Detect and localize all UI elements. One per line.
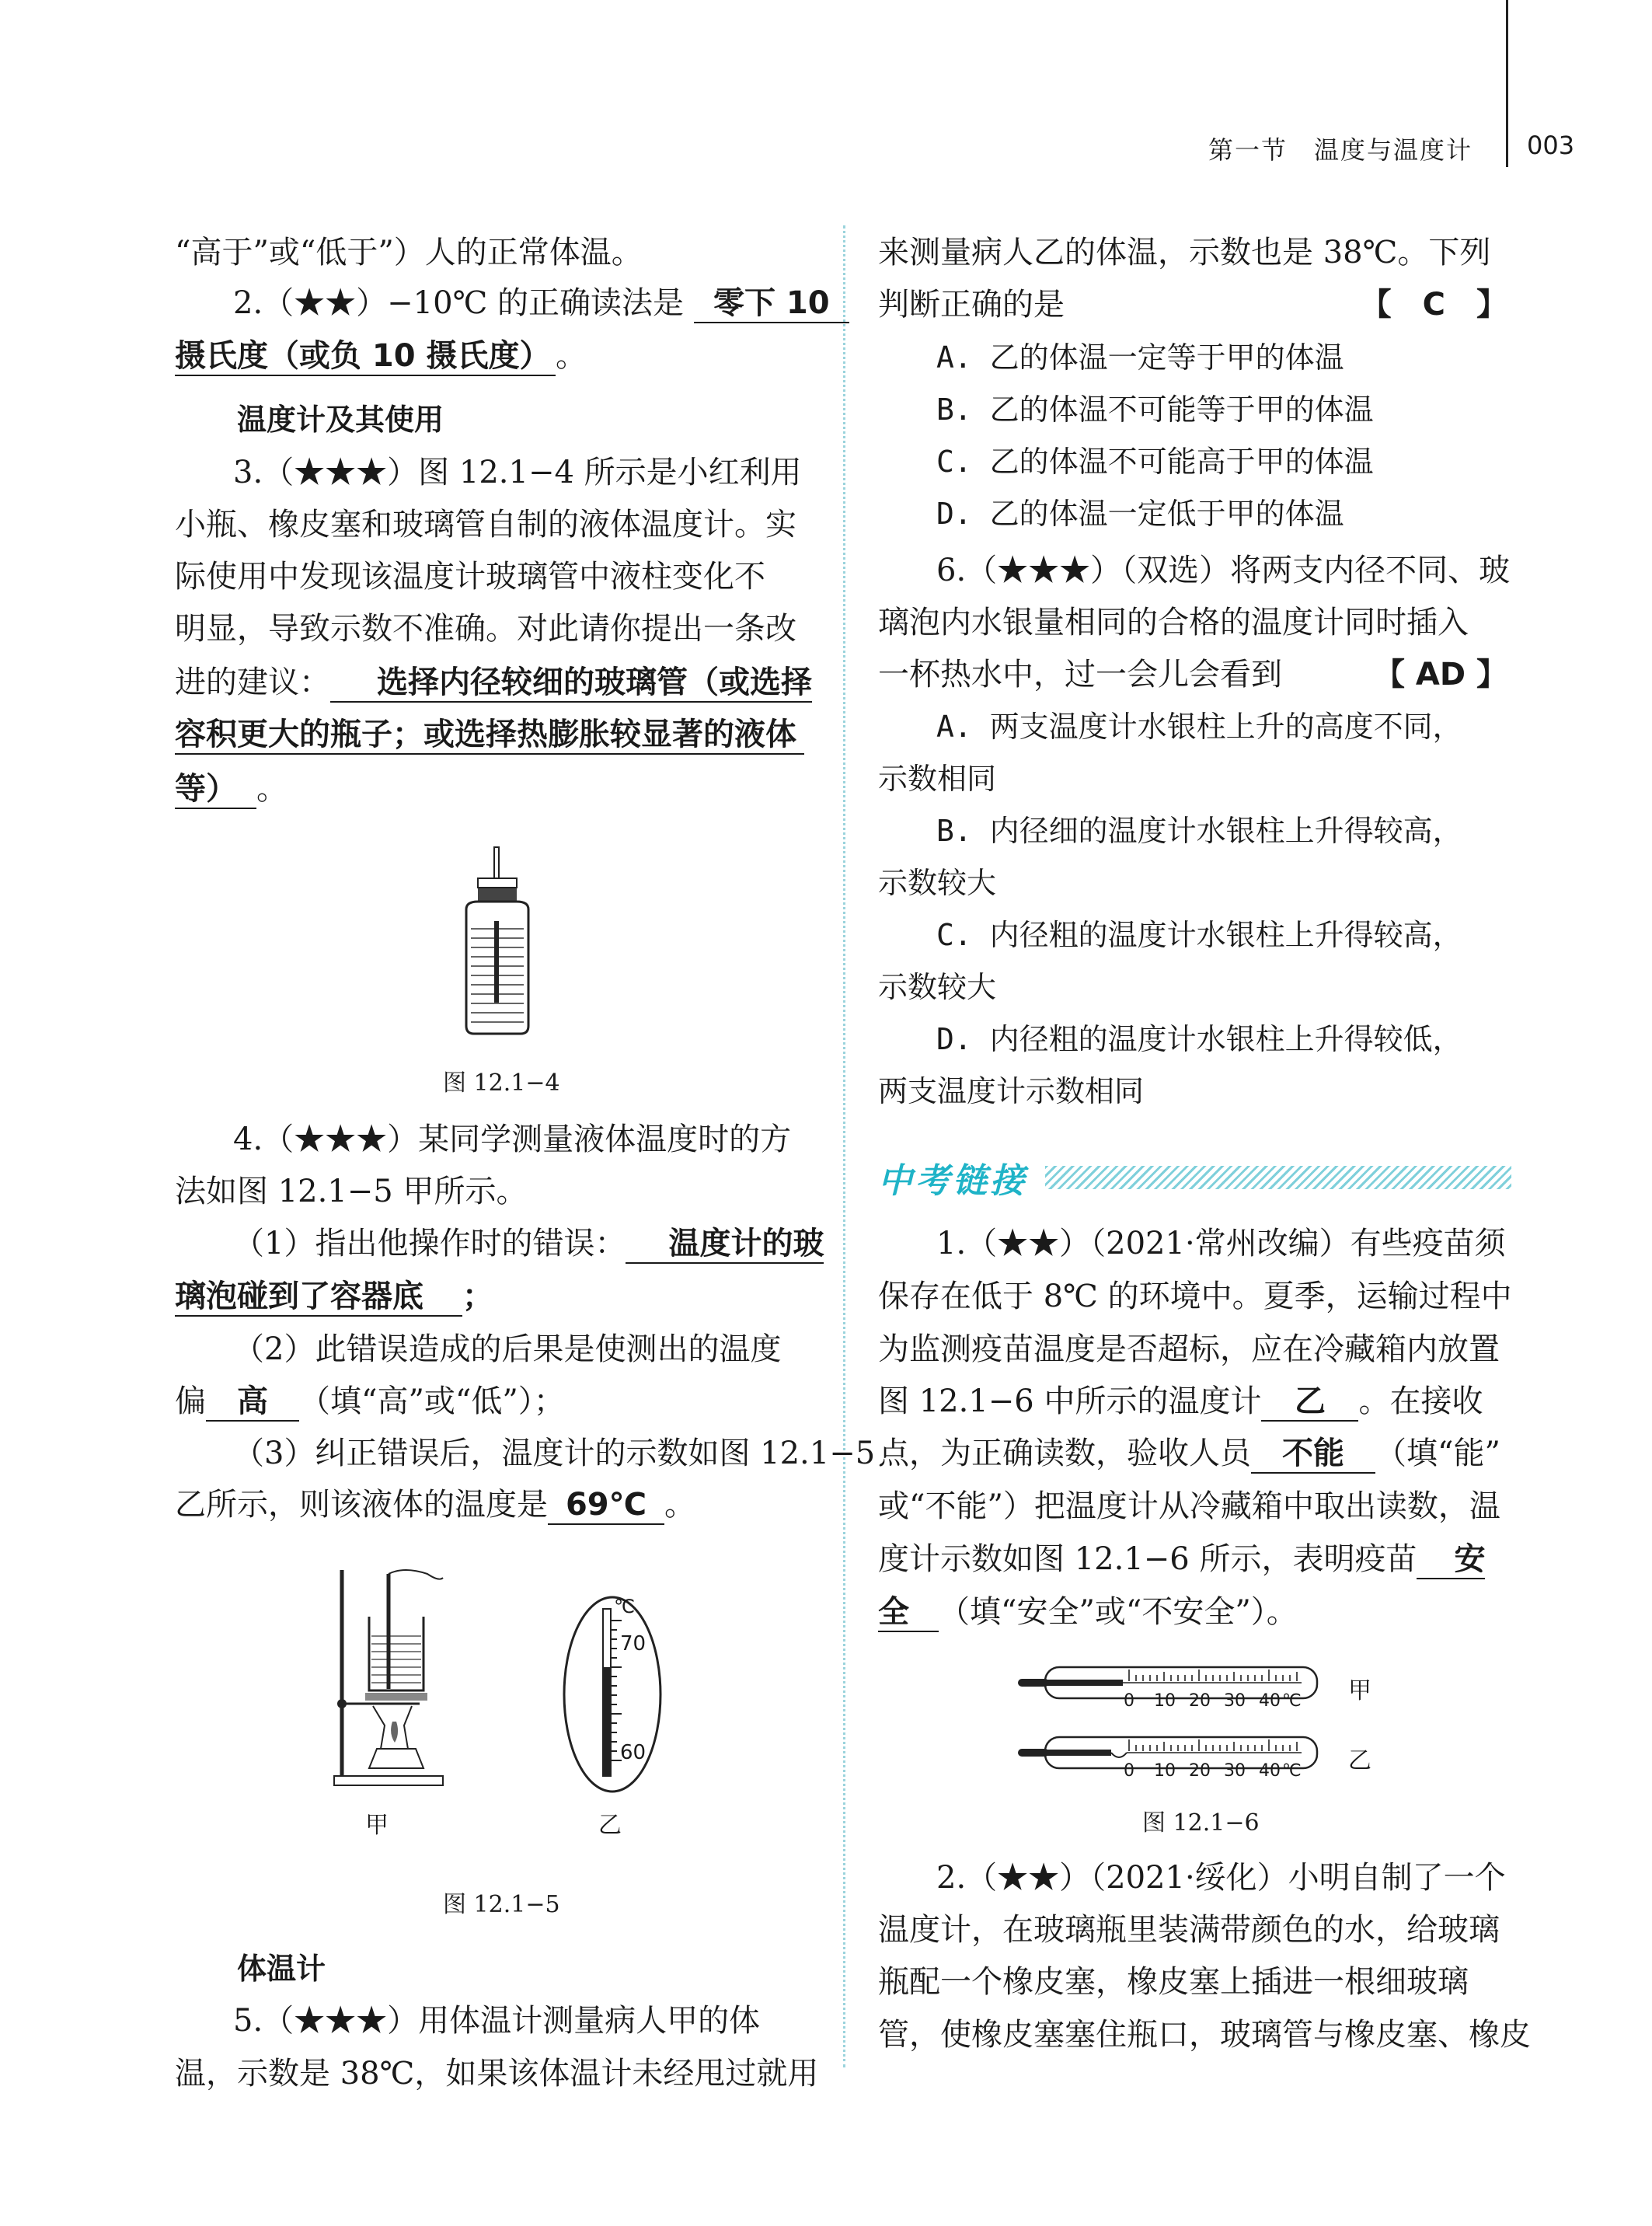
z2-line-2: 温度计，在玻璃瓶里装满带颜色的水，给玻璃: [878, 1912, 1500, 1948]
q3-line-7: [175, 767, 288, 811]
q6-option-c-line-1: C. 内径粗的温度计水银柱上升得较高，: [936, 918, 1462, 952]
z1-answer-2: 不能: [1251, 1435, 1375, 1474]
q6-option-a-line-1: A. 两支温度计水银柱上升的高度不同，: [936, 710, 1462, 744]
heading-thermometer-use: 温度计及其使用: [237, 403, 444, 437]
fig6-yi-tick-0: 0: [1124, 1761, 1134, 1781]
z1-line-4: [878, 1380, 1483, 1423]
q6-option-a-line-2: 示数相同: [878, 762, 997, 796]
q2-answer-2: 摄氏度（或负 10 摄氏度）: [175, 337, 556, 376]
q5-line-4: [878, 283, 1507, 326]
fig6-label-yi: 乙: [1348, 1747, 1371, 1774]
figure-12-1-5-unit: ℃: [614, 1596, 635, 1617]
q2-end: 。: [556, 338, 587, 374]
q4-part3-line-2: [175, 1483, 695, 1526]
z1-line-3: 为监测疫苗温度是否超标，应在冷藏箱内放置: [878, 1331, 1500, 1367]
z1-line-2: 保存在低于 8℃ 的环境中。夏季，运输过程中: [878, 1279, 1512, 1314]
q4-line-2: 法如图 12.1−5 甲所示。: [175, 1174, 528, 1209]
q6-option-d-line-1: D. 内径粗的温度计水银柱上升得较低，: [936, 1022, 1462, 1056]
column-divider: [843, 225, 847, 2067]
q3-line-1: 3.（★★★）图 12.1−4 所示是小红利用: [233, 455, 802, 490]
q6-line-1: 6.（★★★）（双选）将两支内径不同、玻: [936, 553, 1511, 588]
q5-stem-end: 判断正确的是: [878, 287, 1065, 323]
figure-12-1-4-caption: 图 12.1−4: [443, 1069, 560, 1097]
q4-part3-end: 。: [664, 1487, 695, 1523]
z2-line-4: 管，使橡皮塞塞住瓶口，玻璃管与橡皮塞、橡皮: [878, 2017, 1531, 2053]
q5-line-1: 5.（★★★）用体温计测量病人甲的体: [233, 2003, 761, 2039]
fig6-jia-tick-20: 20: [1189, 1691, 1211, 1711]
q3-answer-2: 容积更大的瓶子；或选择热膨胀较显著的液体: [175, 716, 804, 755]
z1-answer-3a: 安: [1417, 1540, 1485, 1579]
fig6-yi-tick-40: 40: [1259, 1761, 1281, 1781]
z1-line-5: [878, 1432, 1500, 1475]
q4-part1-prompt: （1）指出他操作时的错误：: [233, 1226, 626, 1261]
q2-answer-1: 零下 10: [694, 284, 849, 323]
q5-option-c: C. 乙的体温不可能高于甲的体温: [936, 445, 1374, 479]
figure-12-1-5-caption: 图 12.1−5: [443, 1891, 560, 1918]
z1-text-after-1: 。在接收: [1358, 1383, 1483, 1419]
q3-line-5: [175, 661, 812, 704]
q5-option-d: D. 乙的体温一定低于甲的体温: [936, 497, 1344, 531]
q3-line-4: 明显，导致示数不准确。对此请你提出一条改: [175, 611, 796, 647]
fig6-yi-tick-10: 10: [1154, 1761, 1176, 1781]
z1-line-1: 1.（★★）（2021·常州改编）有些疫苗须: [936, 1226, 1506, 1261]
q4-part1-end: ；: [462, 1278, 493, 1314]
header-vertical-rule: [1506, 0, 1508, 167]
q3-end: 。: [256, 771, 288, 807]
fig6-jia-tick-0: 0: [1124, 1691, 1134, 1711]
q4-part3-answer: 69℃: [548, 1486, 664, 1525]
q4-part1-line-2: [175, 1275, 493, 1318]
z1-answer-3b: 全: [878, 1593, 939, 1632]
q4-part2-prompt: 偏: [175, 1383, 206, 1419]
section-banner: [874, 1149, 1511, 1203]
running-header: 第一节 温度与温度计: [1208, 135, 1473, 165]
fig6-yi-unit: ℃: [1282, 1761, 1302, 1781]
q3-prompt: 进的建议：: [175, 665, 330, 700]
fig6-yi-tick-20: 20: [1189, 1761, 1211, 1781]
z1-prompt-3: 度计示数如图 12.1−6 所示，表明疫苗: [878, 1541, 1417, 1577]
fig6-jia-tick-10: 10: [1154, 1691, 1176, 1711]
q3-line-6: [175, 713, 804, 756]
z2-line-3: 瓶配一个橡皮塞，橡皮塞上插进一根细玻璃: [878, 1964, 1469, 2000]
z1-answer-1: 乙: [1261, 1383, 1358, 1422]
page-number: 003: [1527, 131, 1575, 160]
q6-line-3: [878, 653, 1507, 696]
q4-part1-answer-1: 温度计的玻: [626, 1225, 824, 1264]
figure-12-1-4: [443, 843, 552, 1038]
figure-12-1-6-caption: 图 12.1−6: [1142, 1809, 1260, 1837]
q4-part2-answer: 高: [206, 1383, 299, 1422]
q4-part2-line-1: （2）此错误造成的后果是使测出的温度: [233, 1331, 782, 1367]
q2-line-1: [233, 281, 849, 325]
q6-option-b-line-1: B. 内径细的温度计水银柱上升得较高，: [936, 814, 1462, 848]
q5-option-a: A. 乙的体温一定等于甲的体温: [936, 340, 1344, 375]
q4-part1-answer-2: 璃泡碰到了容器底: [175, 1278, 462, 1317]
q2-line-2: [175, 334, 587, 378]
figure-12-1-5-tick-60: 60: [620, 1741, 647, 1764]
q5-option-b: B. 乙的体温不可能等于甲的体温: [936, 393, 1374, 427]
q4-part3-prompt: 乙所示，则该液体的温度是: [175, 1487, 548, 1523]
fig6-jia-unit: ℃: [1282, 1691, 1302, 1711]
fig6-jia-tick-40: 40: [1259, 1691, 1281, 1711]
section-banner-title: 中考链接: [878, 1161, 1027, 1201]
z1-line-7: [878, 1537, 1485, 1581]
figure-12-1-5-label-yi: 乙: [598, 1812, 622, 1839]
figure-12-1-5-label-jia: 甲: [365, 1812, 389, 1839]
fig6-yi-tick-30: 30: [1224, 1761, 1246, 1781]
q5-line-3: 来测量病人乙的体温，示数也是 38℃。下列: [878, 235, 1491, 270]
figure-12-1-5-jia: [311, 1562, 466, 1795]
q4-line-1: 4.（★★★）某同学测量液体温度时的方: [233, 1122, 792, 1157]
q6-option-b-line-2: 示数较大: [878, 866, 997, 900]
z1-prompt-2: 点，为正确读数，验收人员: [878, 1436, 1251, 1471]
z1-text-after-3: （填“安全”或“不安全”）。: [939, 1594, 1298, 1630]
z1-line-6: 或“不能”）把温度计从冷藏箱中取出读数，温: [878, 1488, 1500, 1524]
z1-prompt-1: 图 12.1−6 中所示的温度计: [878, 1383, 1262, 1419]
q3-line-2: 小瓶、橡皮塞和玻璃管自制的液体温度计。实: [175, 507, 796, 543]
heading-clinical-thermometer: 体温计: [237, 1952, 326, 1986]
z1-text-after-2: （填“能”: [1375, 1436, 1500, 1471]
q6-answer: 【 AD 】: [1373, 657, 1507, 693]
q6-line-2: 璃泡内水银量相同的合格的温度计同时插入: [878, 605, 1469, 640]
q3-answer-3: 等）: [175, 770, 256, 809]
left-line-1: “高于”或“低于”）人的正常体温。: [175, 235, 643, 270]
q2-text: 2.（★★）−10℃ 的正确读法是: [233, 285, 685, 321]
q4-part2-end: （填“高”或“低”）；: [299, 1383, 565, 1419]
q6-option-d-line-2: 两支温度计示数相同: [878, 1074, 1145, 1108]
q5-line-2: 温，示数是 38℃，如果该体温计未经甩过就用: [175, 2056, 819, 2092]
z1-line-8: [878, 1590, 1298, 1634]
q3-answer-1: 选择内径较细的玻璃管（或选择: [330, 664, 812, 703]
section-banner-hatch: [1045, 1166, 1511, 1189]
fig6-label-jia: 甲: [1348, 1677, 1371, 1704]
z2-line-1: 2.（★★）（2021·绥化）小明自制了一个: [936, 1860, 1506, 1896]
q4-part1-line-1: [233, 1222, 824, 1265]
figure-12-1-5-yi: [558, 1593, 667, 1795]
q4-part2-line-2: [175, 1380, 565, 1423]
figure-12-1-5-tick-70: 70: [620, 1632, 647, 1656]
q5-answer: 【 C 】: [1360, 287, 1507, 323]
q3-line-3: 际使用中发现该温度计玻璃管中液柱变化不: [175, 559, 765, 595]
fig6-jia-tick-30: 30: [1224, 1691, 1246, 1711]
q4-part3-line-1: （3）纠正错误后，温度计的示数如图 12.1−5: [233, 1436, 876, 1471]
q6-stem-end: 一杯热水中，过一会儿会看到: [878, 657, 1282, 693]
q6-option-c-line-2: 示数较大: [878, 970, 997, 1004]
